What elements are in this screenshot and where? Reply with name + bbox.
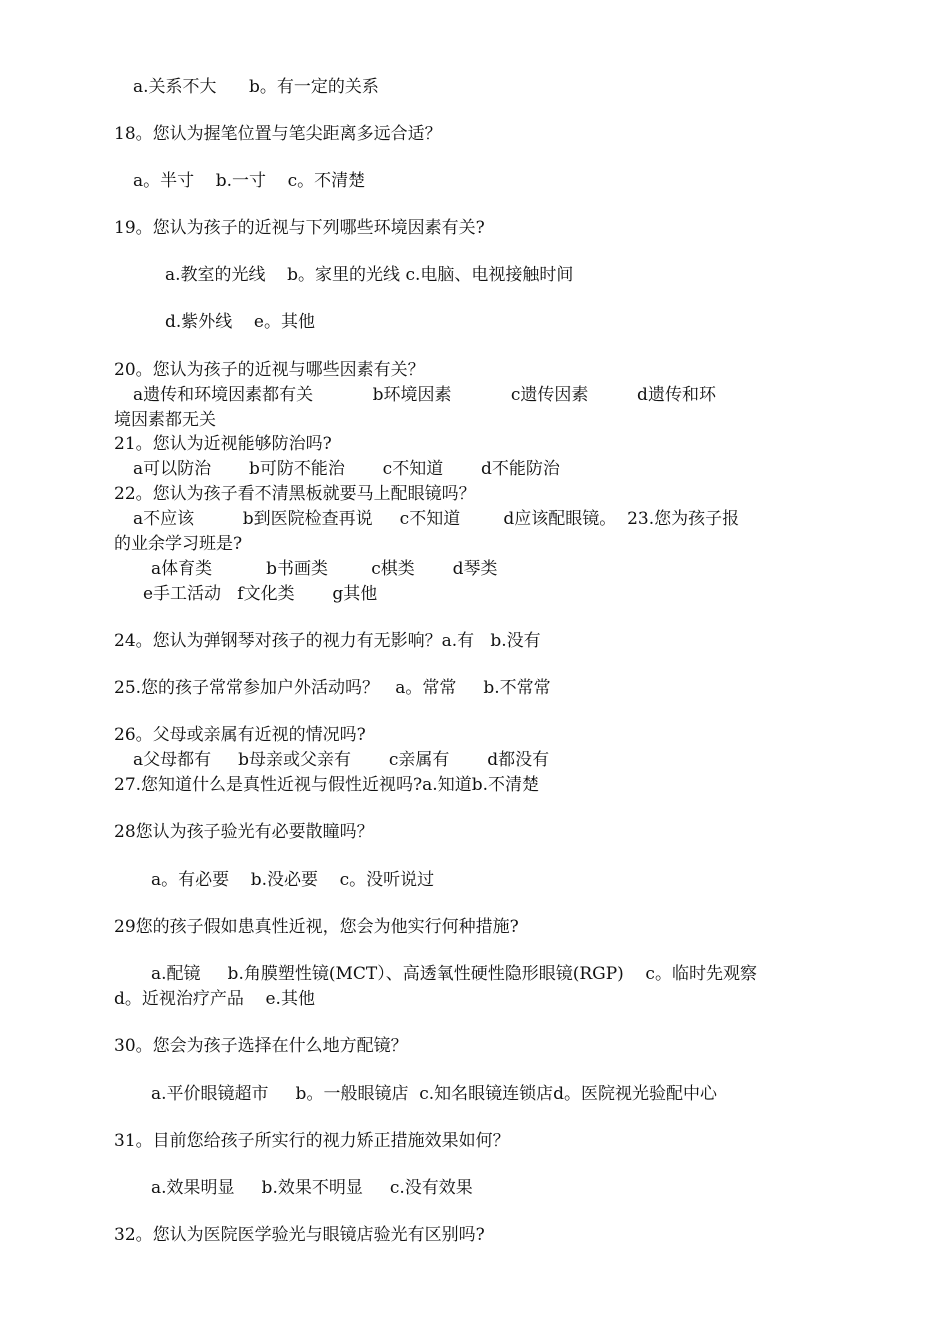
q19-options-line-2: d.紫外线 e。其他 (165, 312, 315, 332)
q18-options: a。半寸 b.一寸 c。不清楚 (133, 171, 366, 191)
q28-question: 28您认为孩子验光有必要散瞳吗？ (114, 822, 374, 842)
q20-question: 20。您认为孩子的近视与哪些因素有关？ (114, 360, 425, 380)
q26-question: 26。父母或亲属有近视的情况吗? (114, 725, 366, 745)
q29-question: 29您的孩子假如患真性近视，您会为他实行何种措施? (114, 917, 519, 937)
q29-options-line-1: a.配镜 b.角膜塑性镜(MCT）、高透氧性硬性隐形眼镜(RGP) c。临时先观察 (151, 964, 757, 984)
q22-options-q23: a不应该 b到医院检查再说 c不知道 d应该配眼镜。 23.您为孩子报 (133, 509, 740, 529)
q19-options-line-1: a.教室的光线 b。家里的光线 c.电脑、电视接触时间 (165, 265, 574, 285)
q30-question: 30。您会为孩子选择在什么地方配镜？ (114, 1036, 408, 1056)
q23-options-line-1: a体育类 b书画类 c棋类 d琴类 (151, 559, 498, 579)
q21-question: 21。您认为近视能够防治吗? (114, 434, 332, 454)
q20-options-line-2: 境因素都无关 (114, 410, 216, 430)
q31-options: a.效果明显 b.效果不明显 c.没有效果 (151, 1178, 473, 1198)
q29-options-line-2: d。近视治疗产品 e.其他 (114, 989, 315, 1009)
q32-question: 32。您认为医院医学验光与眼镜店验光有区别吗? (114, 1225, 485, 1245)
q19-question: 19。您认为孩子的近视与下列哪些环境因素有关? (114, 218, 485, 238)
q21-options: a可以防治 b可防不能治 c不知道 d不能防治 (133, 459, 560, 479)
q20-options-line-1: a遗传和环境因素都有关 b环境因素 c遗传因素 d遗传和环 (133, 385, 716, 405)
q24-question: 24。您认为弹钢琴对孩子的视力有无影响？a.有 b.没有 (114, 631, 541, 651)
q28-options: a。有必要 b.没必要 c。没听说过 (151, 870, 435, 890)
q18-question: 18。您认为握笔位置与笔尖距离多远合适？ (114, 124, 442, 144)
q17-options: a.关系不大 b。有一定的关系 (133, 77, 379, 97)
q25-question: 25.您的孩子常常参加户外活动吗？ a。常常 b.不常常 (114, 678, 551, 698)
q22-question: 22。您认为孩子看不清黑板就要马上配眼镜吗？ (114, 484, 476, 504)
q23-question-cont: 的业余学习班是? (114, 534, 243, 554)
q23-options-line-2: e手工活动 f文化类 g其他 (143, 584, 378, 604)
q31-question: 31。目前您给孩子所实行的视力矫正措施效果如何？ (114, 1131, 510, 1151)
q27-question: 27.您知道什么是真性近视与假性近视吗?a.知道b.不清楚 (114, 775, 539, 795)
q26-options: a父母都有 b母亲或父亲有 c亲属有 d都没有 (133, 750, 550, 770)
q30-options: a.平价眼镜超市 b。一般眼镜店 c.知名眼镜连锁店d。医院视光验配中心 (151, 1084, 718, 1104)
